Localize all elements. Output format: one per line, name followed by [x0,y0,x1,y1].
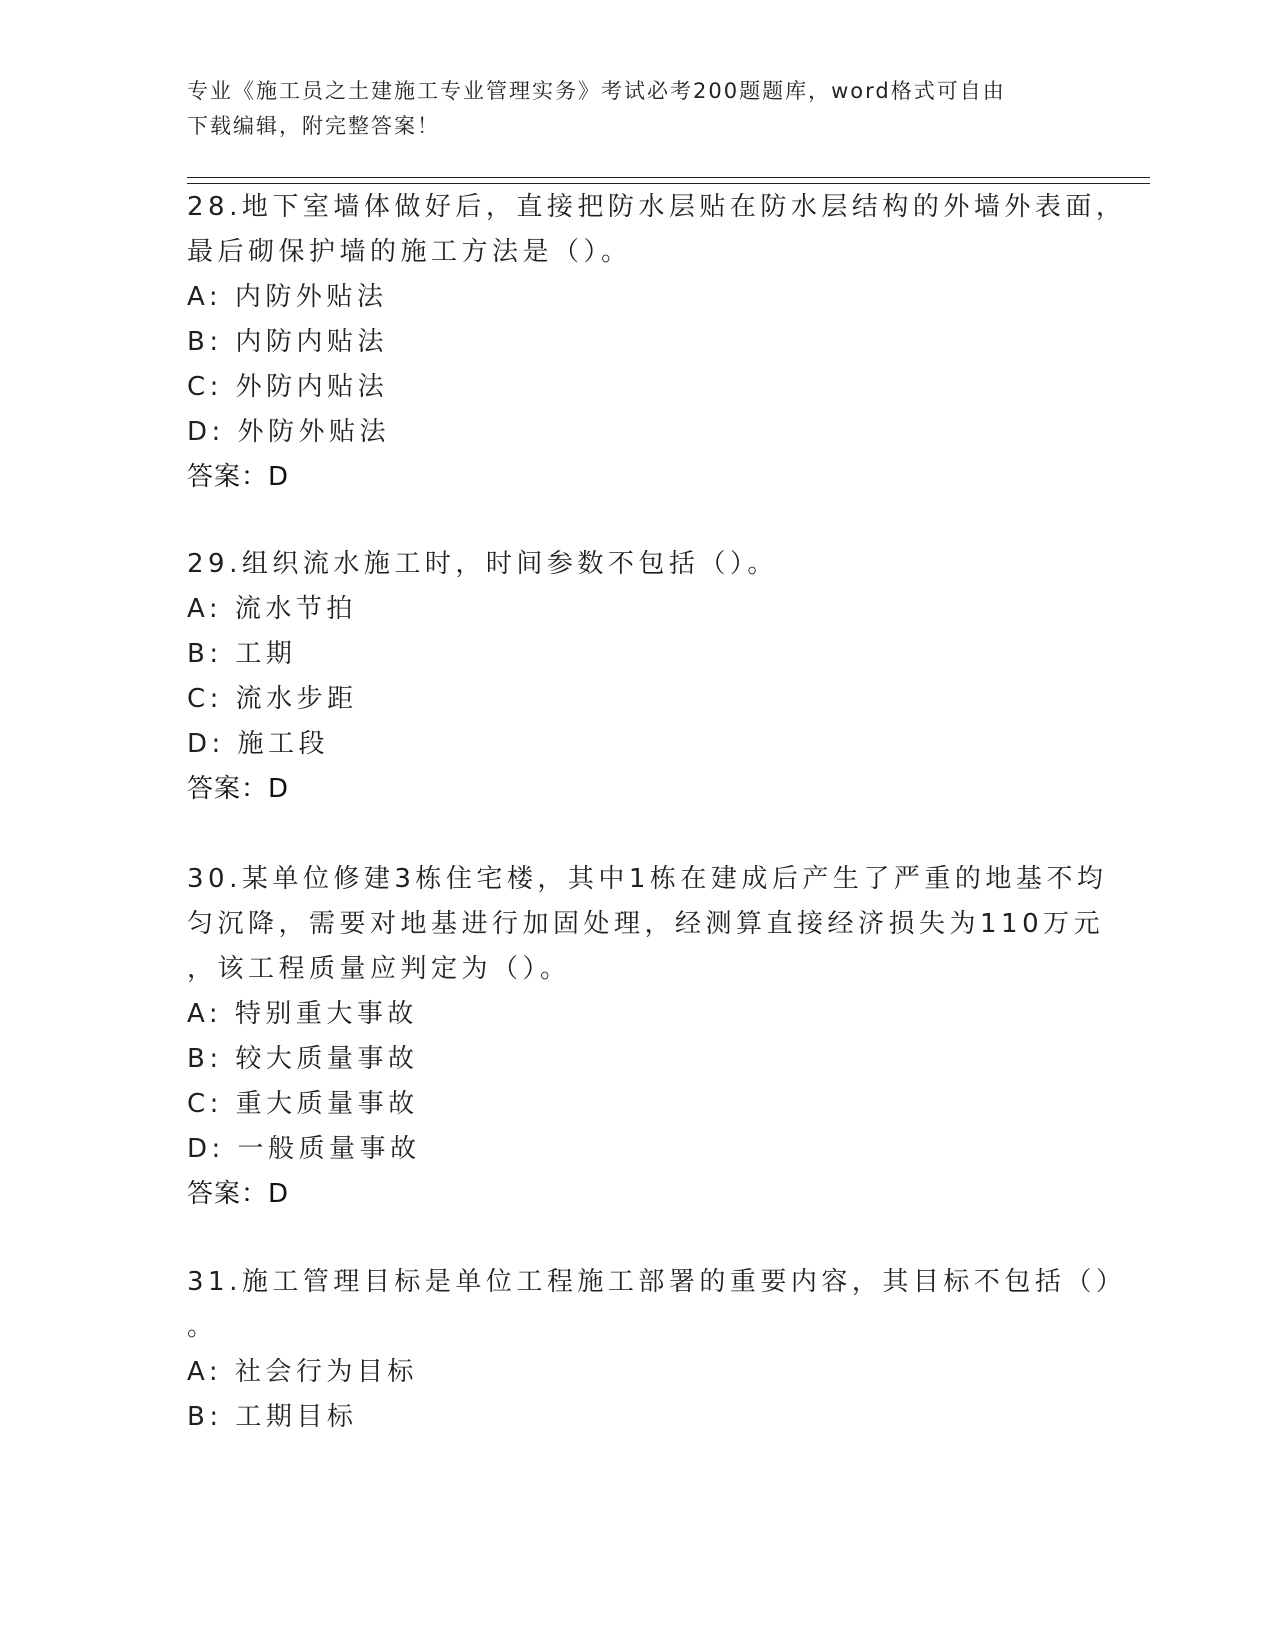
option-c: C: 流水步距 [187,684,358,714]
option-a: A: 特别重大事故 [187,999,418,1029]
option-a: A: 内防外贴法 [187,282,388,312]
question-stem-line: 匀沉降，需要对地基进行加固处理，经测算直接经济损失为110万元 [187,909,1105,939]
option-b: B: 工期 [187,639,297,669]
question-stem-line: ，该工程质量应判定为（）。 [187,954,571,984]
question-stem-line: 30.某单位修建3栋住宅楼，其中1栋在建成后产生了严重的地基不均 [187,864,1108,894]
question-31 [187,1260,1127,1440]
question-stem-line: 最后砌保护墙的施工方法是（）。 [187,237,632,267]
header-line-1: 专业《施工员之土建施工专业管理实务》考试必考200题题库，word格式可自由 [187,79,1006,103]
answer-label: 答案：D [187,462,290,492]
question-stem-line: 31.施工管理目标是单位工程施工部署的重要内容，其目标不包括（） [187,1267,1127,1297]
option-b: B: 内防内贴法 [187,327,388,357]
option-a: A: 流水节拍 [187,594,357,624]
question-stem-line: 。 [187,1312,218,1342]
question-29 [187,542,1087,812]
answer-label: 答案：D [187,774,290,804]
option-d: D: 一般质量事故 [187,1134,421,1164]
option-a: A: 社会行为目标 [187,1357,418,1387]
option-b: B: 工期目标 [187,1402,358,1432]
option-d: D: 外防外贴法 [187,417,391,447]
question-stem-line: 28.地下室墙体做好后，直接把防水层贴在防水层结构的外墙外表面， [187,192,1127,222]
question-28 [187,185,1127,500]
option-c: C: 外防内贴法 [187,372,389,402]
option-d: D: 施工段 [187,729,330,759]
option-c: C: 重大质量事故 [187,1089,419,1119]
header-line-2: 下载编辑，附完整答案！ [187,114,440,138]
question-stem-line: 29.组织流水施工时，时间参数不包括（）。 [187,549,778,579]
document-header [187,74,1087,144]
option-b: B: 较大质量事故 [187,1044,419,1074]
header-divider-top [187,177,1150,178]
header-divider-bottom [187,183,1150,184]
question-30 [187,857,1108,1217]
answer-label: 答案：D [187,1179,290,1209]
